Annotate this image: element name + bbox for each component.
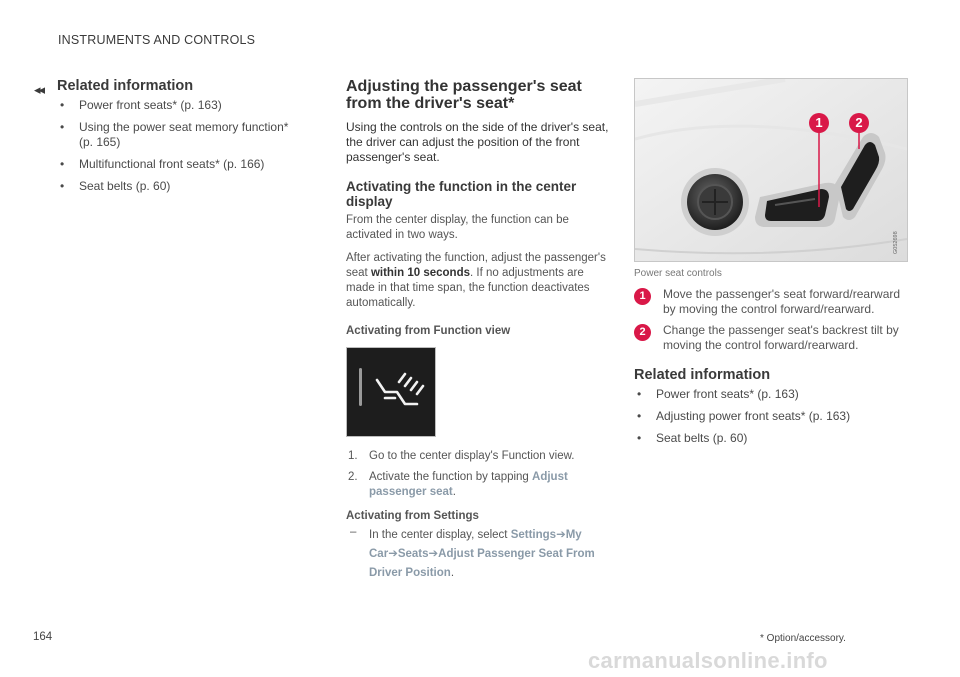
list-item[interactable]: • Using the power seat memory function* (p. 165) [60,120,289,149]
link-power-front-seats[interactable]: Power front seats* (p. 163) [79,98,222,112]
list-item[interactable]: • Adjusting power front seats* (p. 163) [637,409,851,423]
footnote: * Option/accessory. [760,633,846,644]
section-header: INSTRUMENTS AND CONTROLS [58,33,256,47]
list-item: 2. Activate the function by tapping Adjust passenger seat. [348,471,568,498]
right-column [634,78,910,453]
related-info-heading: Related information [57,78,194,94]
callout-1-marker: 1 [809,113,829,133]
watermark: carmanualsonline.info [588,648,828,673]
function-view-steps [346,449,614,500]
step-text: Go to the center display's Function view. [369,450,575,462]
center-display-heading: Activating the function in the center display [346,179,577,209]
link-adjusting-power-seats[interactable]: Adjusting power front seats* (p. 163) [656,409,851,423]
left-column [57,78,302,201]
settings-heading: Activating from Settings [346,510,479,522]
intro-text: Using the controls on the side of the driver's seat, the driver can adjust the position of the front passenger's seat. [346,120,609,164]
link-power-front-seats[interactable]: Power front seats* (p. 163) [656,387,799,401]
seat-controls-photo [634,78,908,262]
timeout-emphasis: within 10 seconds [370,267,470,279]
list-item[interactable]: • Power front seats* (p. 163) [60,98,222,112]
settings-ui-label: Settings [510,529,557,541]
page-title: Adjusting the passenger's seat from the driver's seat* [346,78,582,112]
step-text: Activate the function by tapping [369,471,533,483]
related-info-list [634,387,910,446]
callout-number: 1 [634,288,651,305]
list-item[interactable]: • Multifunctional front seats* (p. 166) [60,157,265,171]
link-memory-function[interactable]: Using the power seat memory function* (p. 165) [79,120,289,149]
link-multifunctional-seats[interactable]: Multifunctional front seats* (p. 166) [79,157,265,171]
list-item[interactable]: • Power front seats* (p. 163) [637,387,799,401]
callout-item-1 [634,287,910,317]
link-seat-belts[interactable]: Seat belts (p. 60) [79,179,171,193]
arrow-right-icon: ➔ [428,548,439,560]
arrow-right-icon: ➔ [556,529,566,541]
callout-text: Change the passenger seat's backrest tilt by moving the control forward/rearward. [663,323,899,352]
middle-column [346,78,614,583]
callout-item-2 [634,323,910,353]
step-text: In the center display, select [369,529,511,541]
link-seat-belts[interactable]: Seat belts (p. 60) [656,431,748,445]
callout-number: 2 [634,324,651,341]
list-item: 1. Go to the center display's Function view. [348,450,575,462]
page-number: 164 [33,631,53,643]
figure-caption: Power seat controls [634,268,722,279]
list-item[interactable]: • Seat belts (p. 60) [637,431,748,445]
related-info-heading: Related information [634,367,771,383]
continued-marker-icon: ◂◂ [34,82,44,97]
my-car-ui-label: My Car [369,529,582,560]
seats-ui-label: Seats [397,548,429,560]
activation-paragraph: From the center display, the function can be activated in two ways. [346,214,569,241]
arrow-right-icon: ➔ [388,548,398,560]
callout-text: Move the passenger's seat forward/rearward by moving the control forward/rearward. [663,287,901,316]
adjust-from-driver-ui-label: Adjust Passenger Seat From Driver Position [369,548,595,579]
related-info-list [57,98,302,194]
timeout-paragraph: After activating the function, adjust the passenger's seat within 10 seconds. If no adjustments are made in that time span, the function deactivates automatically. [346,252,606,309]
passenger-seat-icon [346,347,436,437]
function-view-heading: Activating from Function view [346,325,511,337]
adjust-passenger-seat-ui-label: Adjust passenger seat [369,471,568,498]
list-item[interactable]: • Seat belts (p. 60) [60,179,171,193]
figure-code: G052698 [893,231,899,254]
callout-2-marker: 2 [849,113,869,133]
settings-path-step: – In the center display, select Settings➔My Car➔Seats➔Adjust Passenger Seat From Driver Position. [350,526,595,579]
